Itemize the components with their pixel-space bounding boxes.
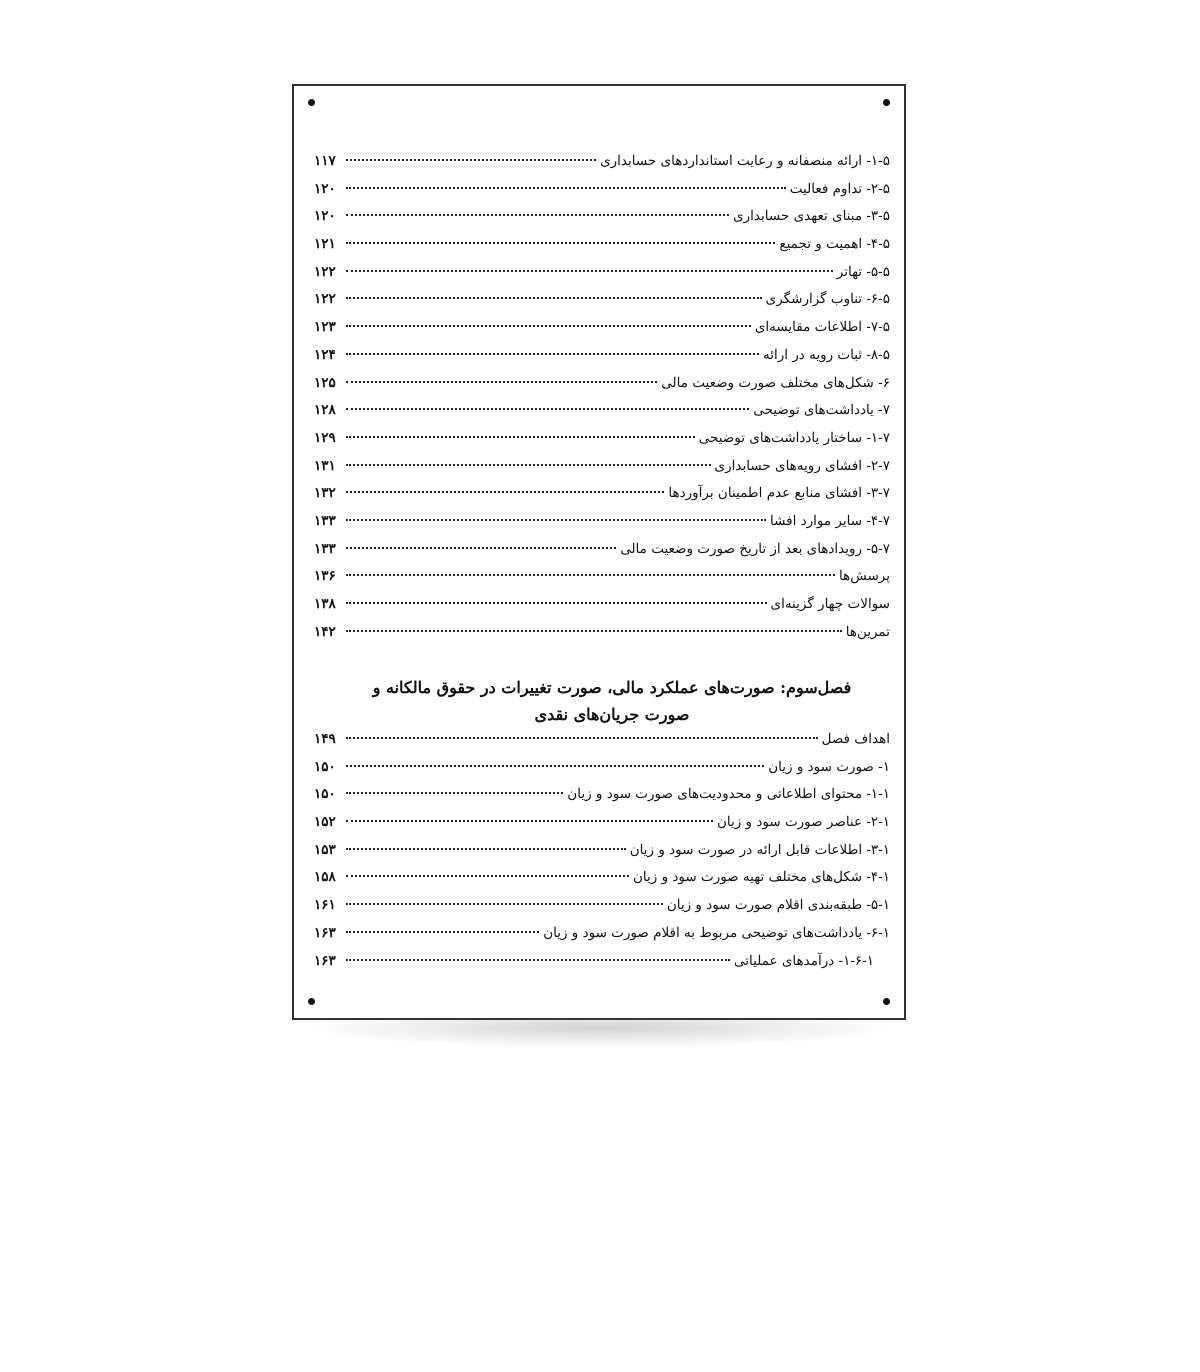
document-page [292, 84, 906, 1020]
toc-entry-title: ۱-۷- ساختار یادداشت‌های توضیحی [698, 429, 890, 446]
toc-entry[interactable] [314, 314, 890, 342]
dot-leader [346, 792, 563, 794]
toc-entry[interactable] [314, 781, 890, 809]
toc-entry-page-number: ۱۶۳ [314, 952, 336, 969]
toc-entry-title: ۱-۶-۱- درآمدهای عملیاتی [734, 952, 874, 969]
corner-dot-icon [883, 998, 890, 1005]
toc-entry[interactable] [314, 286, 890, 314]
toc-entry-title: سوالات چهار گزینه‌ای [770, 596, 890, 612]
toc-entry-page-number: ۱۵۳ [314, 841, 336, 858]
toc-entry-title: ۴-۷- سایر موارد افشا [770, 512, 890, 529]
table-of-contents-part1 [314, 148, 890, 646]
toc-entry[interactable] [314, 864, 890, 892]
toc-entry-title: ۳-۷- افشای منابع عدم اطمینان برآوردها [668, 485, 890, 502]
toc-entry[interactable] [314, 837, 890, 865]
toc-entry-page-number: ۱۲۰ [314, 180, 336, 197]
toc-entry-page-number: ۱۵۲ [314, 814, 336, 831]
toc-entry-page-number: ۱۴۹ [314, 731, 336, 747]
toc-entry-page-number: ۱۲۵ [314, 374, 336, 391]
dot-leader [346, 547, 616, 549]
toc-entry-page-number: ۱۴۲ [314, 623, 336, 640]
toc-entry-page-number: ۱۳۲ [314, 485, 336, 502]
toc-entry-title: ۶-۱- یادداشت‌های توضیحی مربوط به اقلام صورت سود و زیان [543, 924, 890, 941]
toc-entry-title: ۶-۵- تناوب گزارشگری [765, 291, 890, 308]
toc-entry[interactable] [314, 425, 890, 453]
toc-entry-page-number: ۱۲۹ [314, 429, 336, 446]
toc-entry-page-number: ۱۲۱ [314, 236, 336, 253]
toc-entry-title: ۵-۱- طبقه‌بندی اقلام صورت سود و زیان [666, 897, 890, 914]
dot-leader [346, 820, 713, 822]
dot-leader [346, 519, 766, 521]
toc-entry-page-number: ۱۵۰ [314, 786, 336, 803]
toc-entry-page-number: ۱۲۸ [314, 402, 336, 419]
toc-entry-title: ۳-۱- اطلاعات قابل ارائه در صورت سود و زیان [629, 841, 890, 858]
dot-leader [346, 408, 749, 410]
toc-entry-title: پرسش‌ها [839, 568, 890, 585]
dot-leader [346, 630, 842, 632]
toc-entry-page-number: ۱۵۸ [314, 869, 336, 886]
dot-leader [346, 159, 596, 161]
toc-entry[interactable] [314, 892, 890, 920]
toc-entry-title: ۱-۵- ارائه منصفانه و رعایت استانداردهای حسابداری [600, 153, 890, 169]
toc-entry[interactable] [314, 591, 890, 619]
dot-leader [346, 381, 657, 383]
dot-leader [346, 353, 759, 355]
toc-entry[interactable] [314, 508, 890, 536]
dot-leader [346, 214, 729, 216]
toc-entry-page-number: ۱۳۱ [314, 457, 336, 474]
toc-entry-title: ۴-۵- اهمیت و تجمیع [779, 236, 890, 253]
toc-entry-page-number: ۱۶۳ [314, 924, 336, 941]
toc-entry-title: ۷-۵- اطلاعات مقایسه‌ای [754, 319, 890, 336]
toc-entry-page-number: ۱۵۰ [314, 758, 336, 775]
toc-entry[interactable] [314, 397, 890, 425]
dot-leader [346, 491, 664, 493]
toc-entry-page-number: ۱۳۳ [314, 540, 336, 557]
toc-entry[interactable] [314, 259, 890, 287]
dot-leader [346, 602, 767, 604]
toc-entry[interactable] [314, 536, 890, 564]
toc-entry-title: ۳-۵- مبنای تعهدی حسابداری [733, 208, 890, 225]
dot-leader [346, 903, 663, 905]
dot-leader [346, 325, 751, 327]
toc-entry[interactable] [314, 148, 890, 176]
toc-entry-title: ۸-۵- ثبات رویه در ارائه [762, 346, 890, 363]
dot-leader [346, 848, 626, 850]
toc-entry[interactable] [314, 619, 890, 647]
toc-entry[interactable] [314, 453, 890, 481]
toc-entry-page-number: ۱۱۷ [314, 153, 336, 169]
dot-leader [346, 270, 833, 272]
toc-entry-title: ۵-۷- رویدادهای بعد از تاریخ صورت وضعیت مالی [620, 540, 890, 557]
dot-leader [346, 436, 695, 438]
table-of-contents-part2 [314, 726, 890, 975]
toc-entry[interactable] [314, 342, 890, 370]
chapter-heading [334, 674, 890, 728]
corner-dot-icon [308, 99, 315, 106]
toc-entry[interactable] [314, 480, 890, 508]
toc-entry-page-number: ۱۲۳ [314, 319, 336, 336]
toc-entry[interactable] [314, 809, 890, 837]
toc-entry-title: ۱- صورت سود و زیان [768, 758, 890, 775]
toc-entry-title: تمرین‌ها [845, 623, 890, 640]
toc-entry[interactable] [314, 176, 890, 204]
dot-leader [346, 875, 629, 877]
toc-entry-page-number: ۱۲۲ [314, 263, 336, 280]
toc-entry-page-number: ۱۶۱ [314, 897, 336, 914]
toc-entry[interactable] [314, 370, 890, 398]
toc-entry-title: ۶- شکل‌های مختلف صورت وضعیت مالی [661, 374, 890, 391]
toc-entry-title: ۲-۱- عناصر صورت سود و زیان [716, 814, 890, 831]
toc-entry-title: ۱-۱- محتوای اطلاعاتی و محدودیت‌های صورت سود و زیان [567, 786, 890, 803]
toc-entry-page-number: ۱۳۳ [314, 512, 336, 529]
toc-entry-page-number: ۱۲۰ [314, 208, 336, 225]
toc-entry-page-number: ۱۳۶ [314, 568, 336, 585]
toc-entry[interactable] [314, 231, 890, 259]
toc-entry[interactable] [314, 563, 890, 591]
chapter-title-line2: صورت جریان‌های نقدی [534, 705, 690, 724]
toc-entry-title: ۵-۵- تهاتر [836, 263, 890, 280]
toc-entry[interactable] [314, 726, 890, 754]
toc-entry-page-number: ۱۲۴ [314, 346, 336, 363]
dot-leader [346, 464, 711, 466]
toc-entry-title: ۲-۷- افشای رویه‌های حسابداری [714, 457, 890, 474]
dot-leader [346, 574, 835, 576]
corner-dot-icon [883, 99, 890, 106]
toc-entry[interactable] [314, 754, 890, 782]
toc-entry-title: ۷- یادداشت‌های توضیحی [753, 402, 890, 419]
toc-entry-page-number: ۱۳۸ [314, 596, 336, 612]
chapter-title-line1: فصل‌سوم: صورت‌های عملکرد مالی، صورت تغییرات در حقوق مالکانه و [372, 678, 852, 697]
dot-leader [346, 242, 775, 244]
dot-leader [346, 187, 786, 189]
toc-entry[interactable] [314, 920, 890, 948]
toc-entry-title: ۲-۵- تداوم فعالیت [789, 180, 890, 197]
dot-leader [346, 765, 764, 767]
toc-entry-title: ۴-۱- شکل‌های مختلف تهیه صورت سود و زیان [632, 869, 890, 886]
toc-entry[interactable] [314, 203, 890, 231]
dot-leader [346, 931, 539, 933]
dot-leader [346, 959, 730, 961]
toc-entry[interactable] [314, 948, 890, 976]
dot-leader [346, 737, 818, 739]
toc-entry-title: اهداف فصل [821, 731, 890, 747]
corner-dot-icon [308, 998, 315, 1005]
dot-leader [346, 297, 762, 299]
toc-entry-page-number: ۱۲۲ [314, 291, 336, 308]
